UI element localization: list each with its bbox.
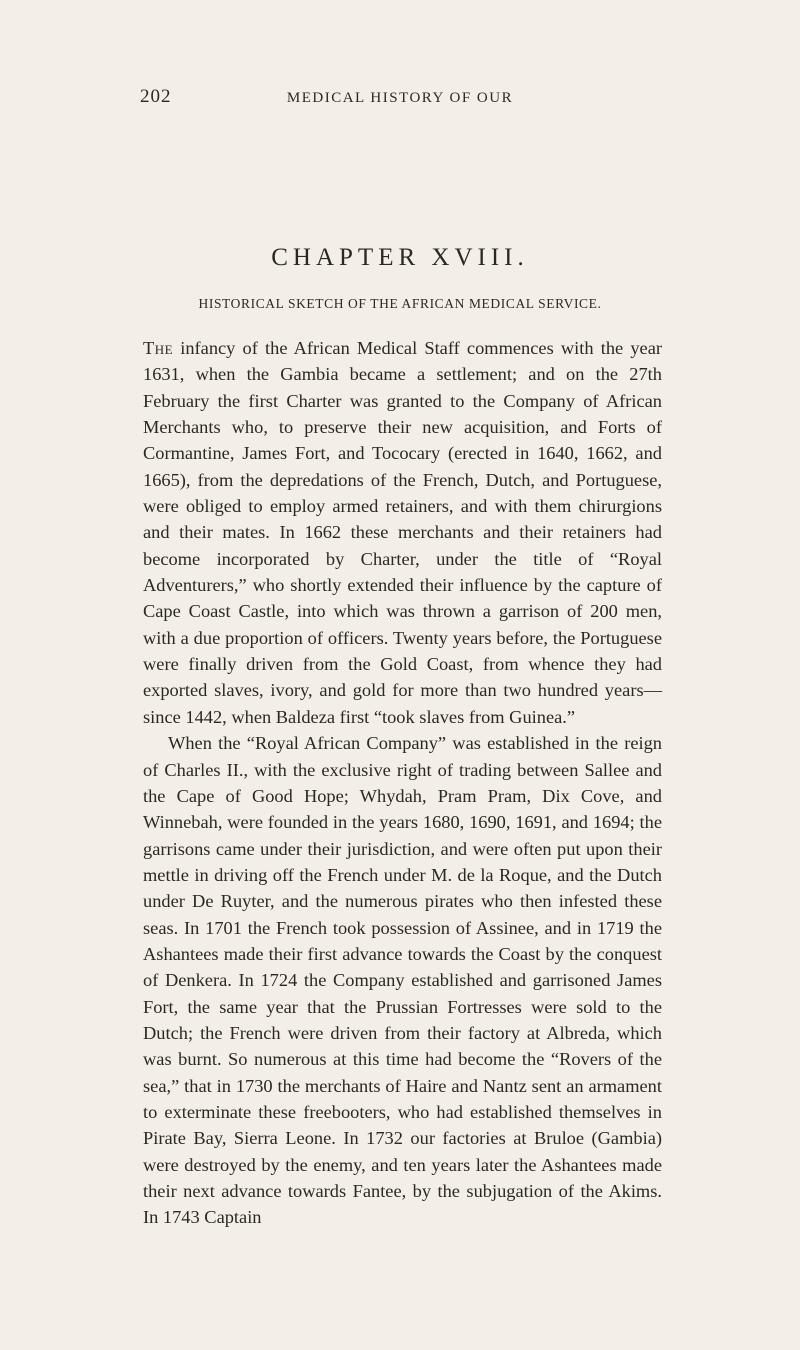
chapter-title: CHAPTER XVIII. <box>271 244 529 271</box>
running-head: MEDICAL HISTORY OF OUR <box>286 90 514 106</box>
paragraph-2: When the “Royal African Company” was established in the reign of Charles II., with the exclusive right of trading between Sallee and the Cape of Good Hope; Whydah, Pram Pram, Dix Cove, and Winnebah, were founded in the years 1680, 1690, 1691, and 1694; the garrisons came under their jurisdiction, and were often put upon their mettle in driving off the French under M. de la Roque, and the Dutch under De Ruyter, and the numerous pirates who then infested these seas. In 1701 the French took possession of Assinee, and in 1719 the Ashantees made their first advance towards the Coast by the conquest of Denkera. In 1724 the Company established and garrisoned James Fort, the same year that the Prussian Fortresses were sold to the Dutch; the French were driven from their factory at Albreda, which was burnt. So numerous at this time had become the “Rovers of the sea,” that in 1730 the merchants of Haire and Nantz sent an armament to exterminate these freebooters, who had established themselves in Pirate Bay, Sierra Leone. In 1732 our factories at Bruloe (Gambia) were destroyed by the enemy, and ten years later the Ashantees made their next advance towards Fantee, by the subjugation of the Akims. In 1743 Captain <box>143 733 662 1228</box>
section-title: HISTORICAL SKETCH OF THE AFRICAN MEDICAL SERVICE. <box>198 296 602 311</box>
paragraph-lead-word: The <box>143 338 174 358</box>
page-number: 202 <box>140 86 172 107</box>
paragraph-1 <box>143 335 662 730</box>
paragraph-1-text: infancy of the African Medical Staff commences with the year 1631, when the Gambia became a settlement; and on the 27th February the first Charter was granted to the Company of African Merchants who, to preserve their new acquisition, and Forts of Cormantine, James Fort, and Tococary (erected in 1640, 1662, and 1665), from the depredations of the French, Dutch, and Portuguese, were obliged to employ armed retainers, and with them chirurgions and their mates. In 1662 these merchants and their retainers had become incorporated by Charter, under the title of “Royal Adventurers,” who shortly extended their influence by the capture of Cape Coast Castle, into which was thrown a garrison of 200 men, with a due proportion of officers. Twenty years before, the Portuguese were finally driven from the Gold Coast, from whence they had exported slaves, ivory, and gold for more than two hundred years—since 1442, when Baldeza first “took slaves from Guinea.” <box>143 338 662 727</box>
body-text <box>143 335 662 1231</box>
